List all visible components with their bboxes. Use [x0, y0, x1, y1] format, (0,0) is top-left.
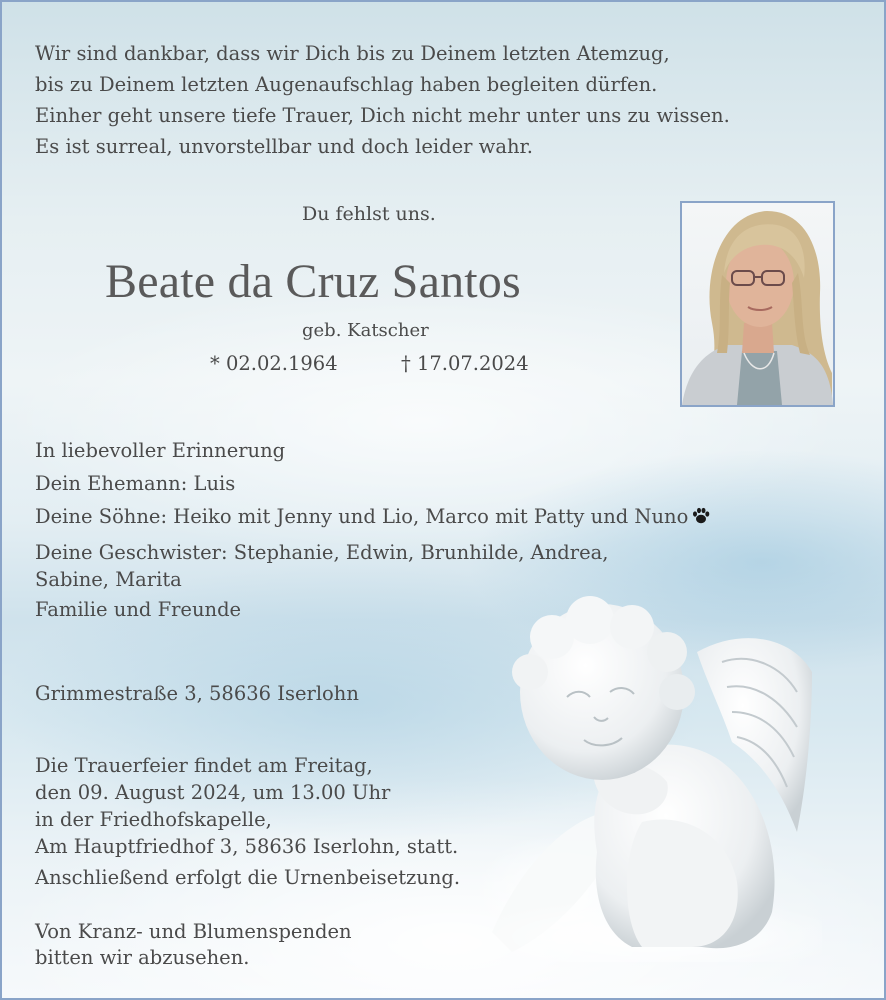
service-info: [35, 752, 460, 891]
family-husband: Dein Ehemann: Luis: [35, 472, 236, 495]
deceased-name: Beate da Cruz Santos: [105, 255, 521, 308]
birth-name: geb. Katscher: [302, 320, 429, 341]
poem: [35, 38, 730, 162]
family-siblings-line2: Sabine, Marita: [35, 568, 182, 591]
birth-date: * 02.02.1964: [210, 352, 338, 375]
portrait-illustration: [682, 203, 833, 405]
poem-line: Es ist surreal, unvorstellbar und doch leider wahr.: [35, 135, 533, 158]
note-line: bitten wir abzusehen.: [35, 946, 250, 969]
family-sons: Deine Söhne: Heiko mit Jenny und Lio, Marco mit Patty und Nuno: [35, 505, 689, 528]
note-line: Von Kranz- und Blumenspenden: [35, 920, 352, 943]
paw-icon: [691, 503, 711, 536]
death-date: † 17.07.2024: [401, 352, 529, 375]
family-others: Familie und Freunde: [35, 598, 242, 621]
du-fehlst-uns: Du fehlst uns.: [302, 203, 436, 225]
donation-note: [35, 919, 352, 971]
service-line: in der Friedhofskapelle,: [35, 808, 272, 831]
service-line: Anschließend erfolgt die Urnenbeisetzung.: [35, 866, 461, 889]
family-siblings-line1: Deine Geschwister: Stephanie, Edwin, Brunhilde, Andrea,: [35, 541, 609, 564]
portrait-photo: [680, 201, 835, 407]
family-sons-row: [35, 500, 711, 536]
poem-line: bis zu Deinem letzten Augenaufschlag haben begleiten dürfen.: [35, 73, 658, 96]
service-line: den 09. August 2024, um 13.00 Uhr: [35, 781, 391, 804]
service-line: Am Hauptfriedhof 3, 58636 Iserlohn, statt.: [35, 835, 459, 858]
service-line: Die Trauerfeier findet am Freitag,: [35, 754, 373, 777]
angel-statue-image: [482, 592, 822, 962]
poem-line: Einher geht unsere tiefe Trauer, Dich nicht mehr unter uns zu wissen.: [35, 104, 730, 127]
poem-line: Wir sind dankbar, dass wir Dich bis zu Deinem letzten Atemzug,: [35, 42, 670, 65]
family-siblings: [35, 539, 711, 593]
family-intro: In liebevoller Erinnerung: [35, 439, 286, 462]
address: Grimmestraße 3, 58636 Iserlohn: [35, 682, 359, 705]
